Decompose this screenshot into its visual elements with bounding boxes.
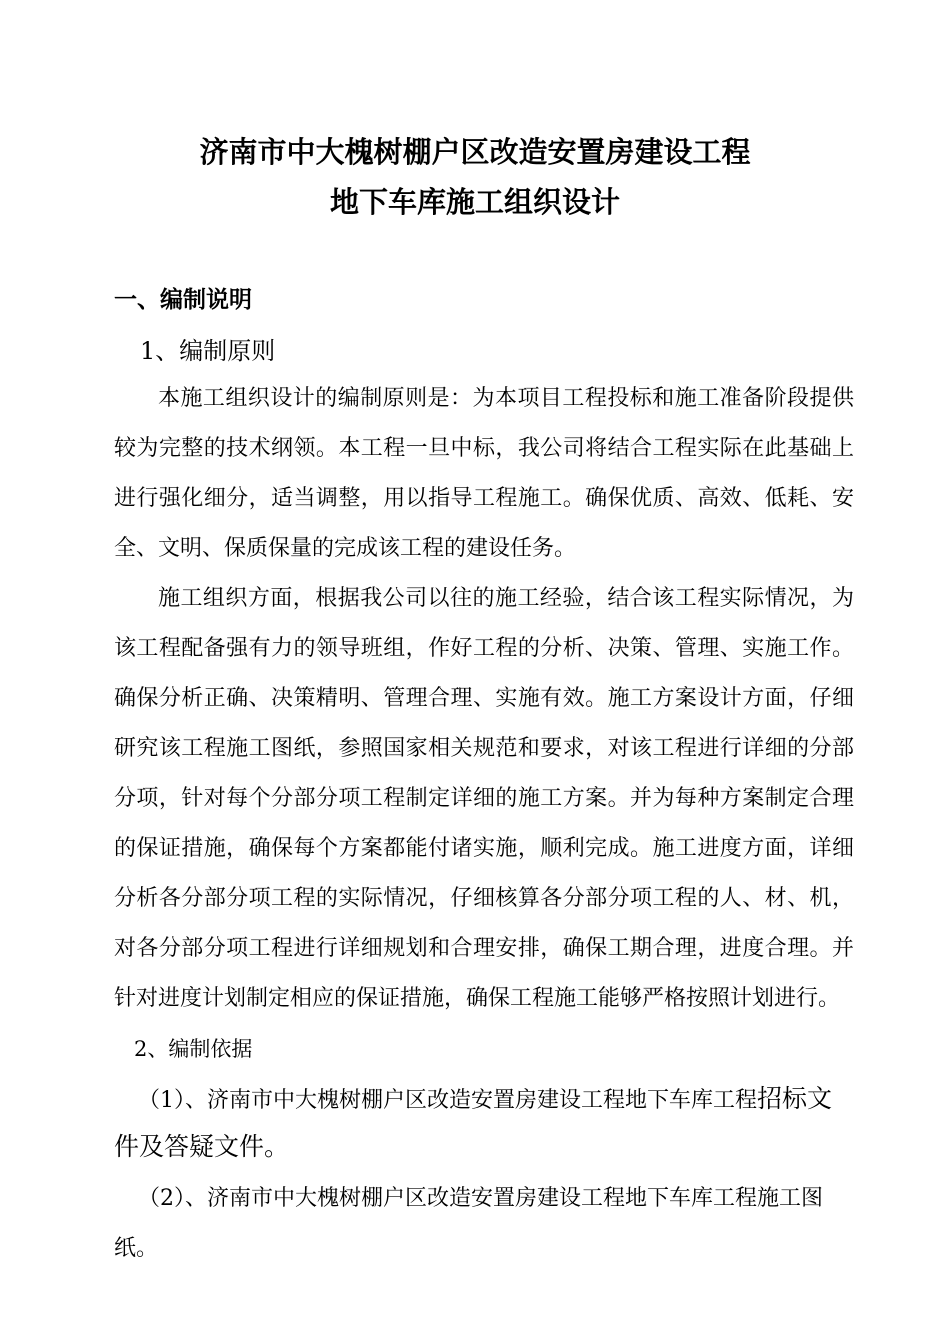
- reference-item-1-line-2: [114, 1132, 860, 1164]
- title-line-2: 地下车库施工组织设计: [329, 185, 620, 219]
- paragraph-line: 较为完整的技术纲领。本工程一旦中标，我公司将结合工程实际在此基础上: [114, 436, 854, 461]
- subsection-heading-basis: 2、编制依据: [134, 1037, 253, 1061]
- paragraph-line: 确保分析正确、决策精明、管理合理、实施有效。施工方案设计方面，仔细: [114, 686, 854, 711]
- reference-item-1-line-1: [138, 1084, 860, 1116]
- title-line-1: 济南市中大槐树棚户区改造安置房建设工程: [199, 135, 751, 169]
- paragraph-line: 本施工组织设计的编制原则是：为本项目工程投标和施工准备阶段提供: [158, 386, 854, 411]
- paragraph-line: 研究该工程施工图纸，参照国家相关规范和要求，对该工程进行详细的分部: [114, 736, 854, 761]
- reference-item-1-continuation: 件及答疑文件。: [114, 1132, 290, 1161]
- paragraph-line: 进行强化细分，适当调整，用以指导工程施工。确保优质、高效、低耗、安: [114, 486, 854, 511]
- paragraph-line: 施工组织方面，根据我公司以往的施工经验，结合该工程实际情况，为: [158, 586, 854, 611]
- section-heading: 一、编制说明: [114, 287, 252, 313]
- paragraph-line: 对各分部分项工程进行详细规划和合理安排，确保工期合理，进度合理。并: [114, 936, 854, 961]
- reference-item-1-tail: 招标文: [757, 1084, 833, 1113]
- paragraph-line: 分项，针对每个分部分项工程制定详细的施工方案。并为每种方案制定合理: [114, 786, 854, 811]
- subsection-heading-principles: 1、编制原则: [140, 337, 276, 365]
- reference-item-2-line-2: 纸。: [114, 1236, 159, 1261]
- paragraph-line: 针对进度计划制定相应的保证措施，确保工程施工能够严格按照计划进行。: [114, 986, 841, 1011]
- reference-item-2-line-1: （2）、济南市中大槐树棚户区改造安置房建设工程地下车库工程施工图: [138, 1186, 823, 1211]
- reference-item-1-text: （1）、济南市中大槐树棚户区改造安置房建设工程地下车库工程: [138, 1088, 757, 1113]
- paragraph-line: 的保证措施，确保每个方案都能付诸实施，顺利完成。施工进度方面，详细: [114, 836, 854, 861]
- paragraph-line: 分析各分部分项工程的实际情况，仔细核算各分部分项工程的人、材、机，: [114, 886, 854, 911]
- paragraph-line: 全、文明、保质保量的完成该工程的建设任务。: [114, 536, 577, 561]
- paragraph-line: 该工程配备强有力的领导班组，作好工程的分析、决策、管理、实施工作。: [114, 636, 854, 661]
